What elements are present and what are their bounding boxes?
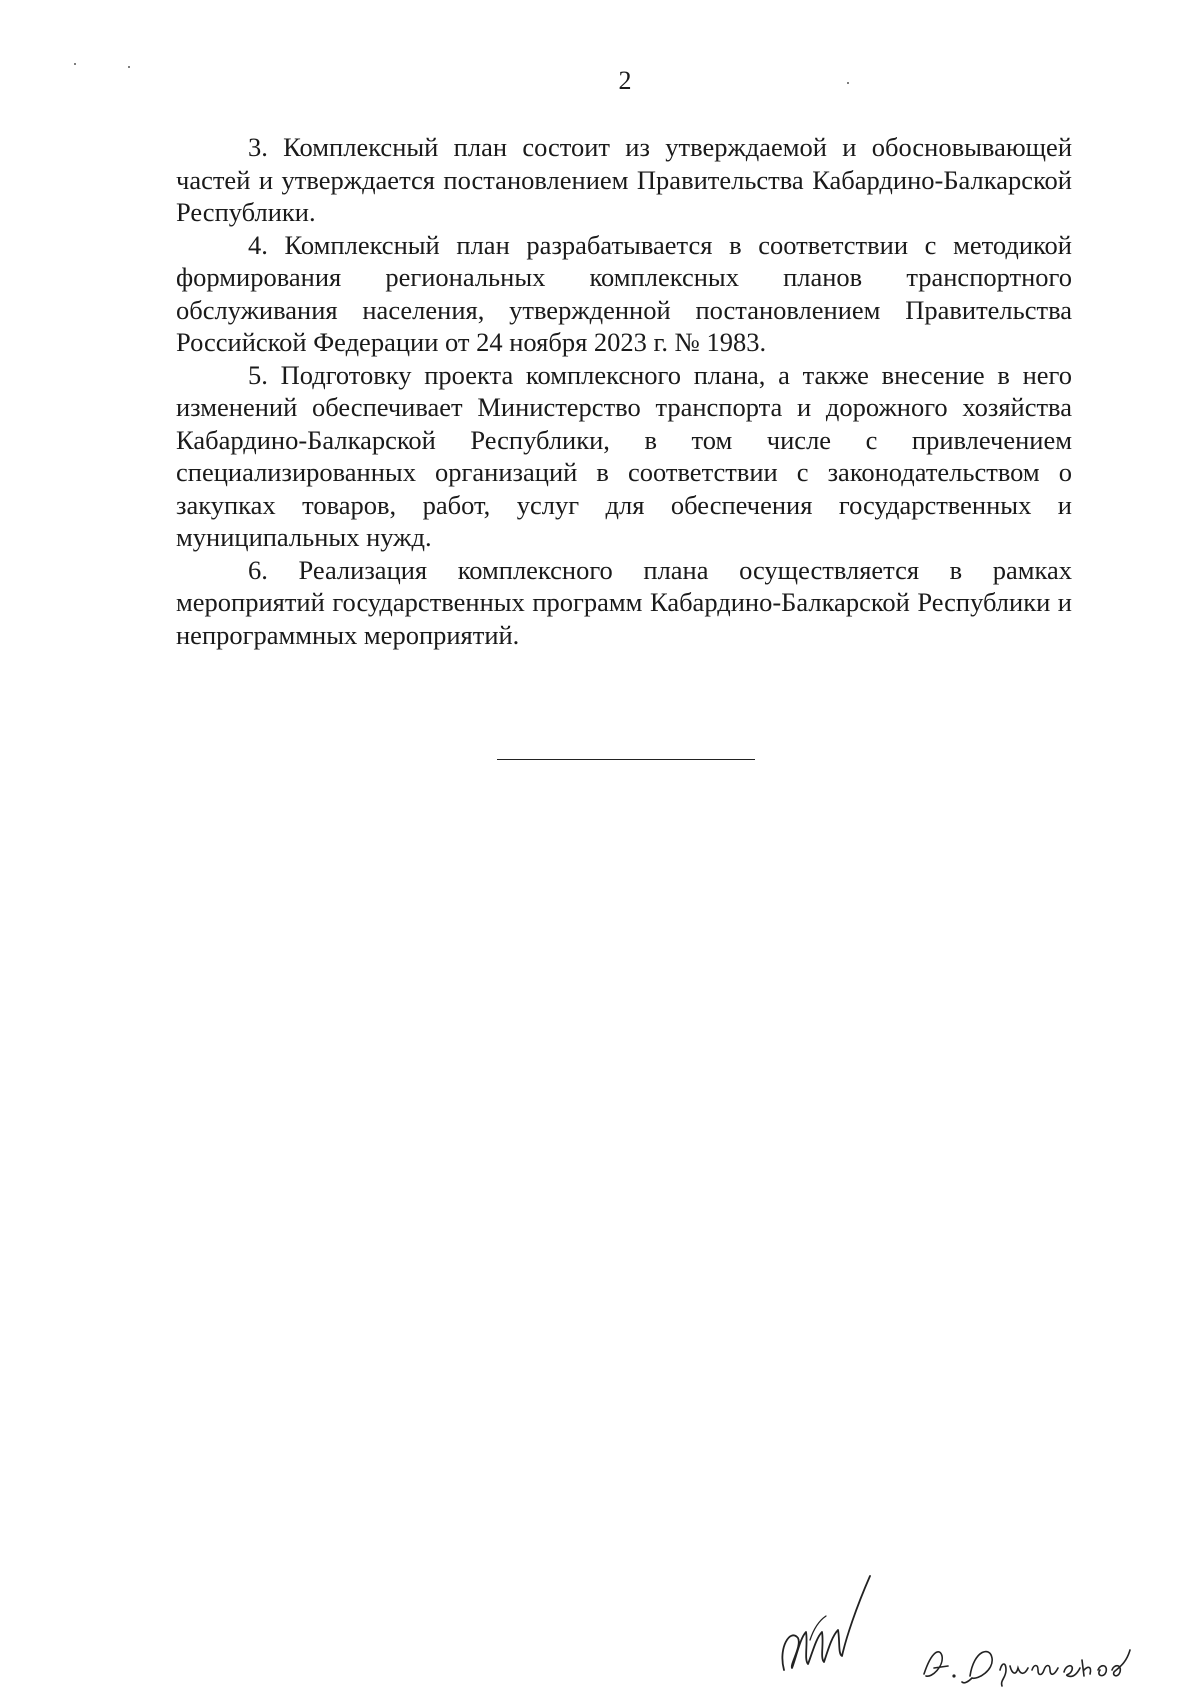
page-number: 2 — [618, 66, 632, 95]
paragraph-4: 4. Комплексный план разрабатывается в соответствии с методикой формирования региональных комплексных планов транспортного обслуживания населения, утвержденной постановлением Правительства Российской Федерации от 24 ноября 2023 г. № 1983. — [176, 229, 1072, 357]
document-body — [176, 131, 1072, 651]
paragraph-6: 6. Реализация комплексного плана осуществляется в рамках мероприятий государственных программ Кабардино-Балкарской Республики и непрограммных мероприятий. — [176, 554, 1072, 650]
paragraph-5: 5. Подготовку проекта комплексного плана, а также внесение в него изменений обеспечивает Министерство транспорта и дорожного хозяйства Кабардино-Балкарской Республики, в том числе с привлечением специализированных организаций в соответствии с законодательством о закупках товаров, работ, услуг для обеспечения государственных и муниципальных нужд. — [176, 359, 1072, 552]
handwritten-signer-name — [918, 1630, 1158, 1690]
handwritten-signature — [770, 1568, 910, 1678]
paragraph-3: 3. Комплексный план состоит из утверждаемой и обосновывающей частей и утверждается постановлением Правительства Кабардино-Балкарской Республики. — [176, 132, 1072, 227]
scan-speck — [74, 63, 76, 65]
end-of-text-rule — [497, 759, 755, 760]
